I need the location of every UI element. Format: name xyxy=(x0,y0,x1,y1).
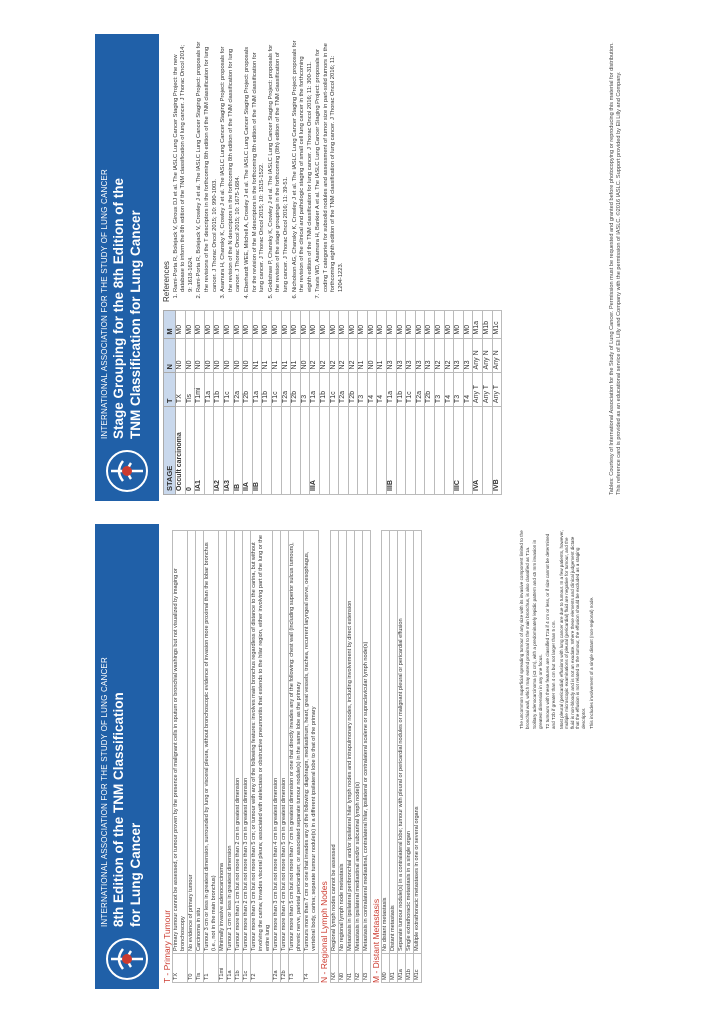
stage-cell: IA2 xyxy=(214,407,224,495)
category-description: Tumour more than 5 cm but not more than 7 cm in greatest dimension or one that directly invades any of the following: chest wall (including superior sulcus tumours), phrenic nerve, parietal pericardium; or associated separate tumour nodule(s) in the same lobe as the primary xyxy=(289,531,304,954)
reference-item: 5. Goldstraw P, Chansky K, Crowley J et al. The IASLC Lung Cancer Staging Project: proposals for the revision of the stage groupings in the forthcoming (8th) edition of the TNM classification of lung cancer. J Thorac Oncol 2016; 11: 39-51. xyxy=(268,40,291,292)
stage-cell: N3 xyxy=(463,338,473,373)
category-code: T1b xyxy=(235,954,243,983)
table-row xyxy=(219,531,227,983)
stage-cell: N2 xyxy=(339,338,349,373)
stage-cell: N2 xyxy=(310,338,320,373)
footnote: Solitary adenocarcinoma (≤3 cm), with a predominately lepidic pattern and ≤5 mm invasion in greatest dimension in any one focus. xyxy=(532,539,543,729)
footnote: The uncommon superficial spreading tumour of any size with its invasive component limited to the bronchial wall, which may extend proximal to the main bronchus, is also classified as T1a. xyxy=(519,530,530,729)
stage-row xyxy=(233,311,243,495)
stage-cell: T1c xyxy=(329,373,339,407)
stage-cell: N2 xyxy=(348,338,358,373)
table-row xyxy=(173,531,188,983)
category-code: T0 xyxy=(188,954,196,983)
stage-grouping-page xyxy=(95,34,627,501)
stage-cell: T4 xyxy=(377,373,387,407)
table-row xyxy=(243,531,251,983)
stage-cell: T1b xyxy=(319,373,329,407)
table-row xyxy=(304,531,319,983)
stage-cell xyxy=(367,407,377,495)
category-description: No distant metastasis xyxy=(382,531,390,954)
category-code: M1 xyxy=(390,954,398,983)
table-row xyxy=(398,531,406,983)
table-row xyxy=(346,531,354,983)
stage-row xyxy=(415,311,425,495)
table-row xyxy=(188,531,196,983)
stage-cell: N3 xyxy=(454,338,464,373)
n-table xyxy=(330,530,371,983)
reference-list xyxy=(173,40,346,302)
references xyxy=(163,40,502,302)
stage-cell: N3 xyxy=(396,338,406,373)
stage-header: STAGE xyxy=(164,407,176,495)
stage-cell: M1c xyxy=(492,311,502,339)
stage-row xyxy=(367,311,377,495)
category-description: Metastasis in contralateral mediastinal, contralateral hilar, ipsilateral or contralateral scalene or supraclavicular lymph node(s) xyxy=(362,531,370,954)
right-title-line2: TNM Classification for Lung Cancer xyxy=(128,210,143,439)
stage-cell: T1b xyxy=(396,373,406,407)
table-row xyxy=(338,531,346,983)
stage-table xyxy=(163,310,502,495)
stage-row xyxy=(435,311,445,495)
stage-cell: M0 xyxy=(339,311,349,339)
stage-cell: M0 xyxy=(444,311,454,339)
table-row xyxy=(414,531,422,983)
stage-row xyxy=(358,311,368,495)
stage-cell: T1mi xyxy=(195,373,205,407)
category-code: T1mi xyxy=(219,954,227,983)
stage-cell xyxy=(271,407,281,495)
category-description: Regional lymph nodes cannot be assessed xyxy=(330,531,338,954)
iaslc-logo-icon xyxy=(103,935,151,983)
stage-cell xyxy=(339,407,349,495)
stage-cell: Any N xyxy=(483,338,493,373)
stage-cell: M0 xyxy=(396,311,406,339)
stage-cell: M0 xyxy=(454,311,464,339)
stage-row xyxy=(252,311,262,495)
table-row xyxy=(196,531,204,983)
stage-cell: N0 xyxy=(204,338,214,373)
stage-cell: T3 xyxy=(300,373,310,407)
stage-row xyxy=(281,311,291,495)
stage-cell: N1 xyxy=(271,338,281,373)
stage-cell: T4 xyxy=(367,373,377,407)
table-row xyxy=(204,531,219,983)
stage-cell: N0 xyxy=(176,338,186,373)
category-code: NX xyxy=(330,954,338,983)
stage-cell: M0 xyxy=(310,311,320,339)
stage-cell: N0 xyxy=(243,338,253,373)
stage-cell: Any N xyxy=(473,338,483,373)
stage-row xyxy=(377,311,387,495)
stage-cell: M0 xyxy=(415,311,425,339)
category-code: Tis xyxy=(196,954,204,983)
table-row xyxy=(227,531,235,983)
table-row xyxy=(390,531,398,983)
references-heading: References xyxy=(162,261,171,302)
stage-cell: M0 xyxy=(281,311,291,339)
stage-row xyxy=(262,311,272,495)
footer-permission: Tables: Courtesy of International Association for the Study of Lung Cancer. Permission must be requested and granted before photocopying or reproducing this material for distribution. xyxy=(609,42,615,495)
stage-row xyxy=(454,311,464,495)
table-row xyxy=(362,531,370,983)
stage-cell xyxy=(415,407,425,495)
association-name: INTERNATIONAL ASSOCIATION FOR THE STUDY OF LUNG CANCER xyxy=(100,657,109,927)
stage-cell: M0 xyxy=(271,311,281,339)
footer-sponsor: This reference card is provided as an educational service of Eli Lilly and Company with the permission of IASLC. ©2016 IASLC. Support provided by Eli Lilly and Company. xyxy=(616,71,622,495)
stage-row xyxy=(396,311,406,495)
stage-cell: T2a xyxy=(233,373,243,407)
t-heading: T - Primary Tumour xyxy=(162,909,172,983)
category-description: No evidence of primary tumour xyxy=(188,531,196,954)
category-description: Tumour more than 4 cm but not more than 5 cm in greatest dimension xyxy=(281,531,289,954)
stage-row xyxy=(214,311,224,495)
stage-header: T xyxy=(164,373,176,407)
stage-row xyxy=(348,311,358,495)
left-title-line2: for Lung Cancer xyxy=(128,822,143,927)
category-code: T2b xyxy=(281,954,289,983)
category-code: N3 xyxy=(362,954,370,983)
stage-cell: IVA xyxy=(473,407,483,495)
stage-cell: N0 xyxy=(233,338,243,373)
stage-row xyxy=(300,311,310,495)
stage-cell xyxy=(483,407,493,495)
table-row xyxy=(382,531,390,983)
stage-cell: N2 xyxy=(435,338,445,373)
stage-row xyxy=(463,311,473,495)
stage-cell: M0 xyxy=(348,311,358,339)
stage-cell: M1a xyxy=(473,311,483,339)
stage-cell: IA1 xyxy=(195,407,205,495)
stage-header: N xyxy=(164,338,176,373)
table-row xyxy=(330,531,338,983)
reference-item: 1. Rami-Porta R, Bolejack V, Giroux DJ et al. The IASLC Lung Cancer Staging Project: the new database to inform the 8th edition of the TNM classification of lung cancer. J Thorac Oncol 2014; 9: 1618-1624. xyxy=(173,40,196,292)
stage-cell: Any T xyxy=(492,373,502,407)
stage-cell: M0 xyxy=(300,311,310,339)
category-description: Single extrathoracic metastasis in a single organ xyxy=(406,531,414,954)
stage-cell: M0 xyxy=(387,311,397,339)
stage-cell: T1a xyxy=(310,373,320,407)
stage-row xyxy=(204,311,214,495)
category-code: T1a xyxy=(227,954,235,983)
stage-row xyxy=(271,311,281,495)
category-description: Minimally invasive adenocarcinoma xyxy=(219,531,227,954)
stage-cell: M0 xyxy=(377,311,387,339)
stage-cell: N0 xyxy=(300,338,310,373)
stage-cell: M0 xyxy=(195,311,205,339)
stage-cell xyxy=(396,407,406,495)
stage-row xyxy=(319,311,329,495)
stage-row xyxy=(291,311,301,495)
stage-cell: T2b xyxy=(291,373,301,407)
stage-cell: N3 xyxy=(387,338,397,373)
stage-row xyxy=(473,311,483,495)
stage-cell: N3 xyxy=(415,338,425,373)
category-description: No regional lymph node metastasis xyxy=(338,531,346,954)
stage-row xyxy=(176,311,186,495)
stage-cell: T1a xyxy=(252,373,262,407)
footnote: This includes involvement of a single distant (non-regional) node. xyxy=(588,596,594,729)
category-description: Tumour more than 3 cm but not more than 5 cm; or tumour with any of the following features: involves main bronchus regardless of distance to the carina, but without involving the carina; invades visceral pleura; associated with atelectasis or obstructive pneumonitis that extends to the hilar region, either involving part of the lung or the entire lung xyxy=(251,531,273,954)
stage-row xyxy=(310,311,320,495)
stage-row xyxy=(223,311,233,495)
stage-cell xyxy=(329,407,339,495)
stage-cell: M0 xyxy=(425,311,435,339)
category-code: N0 xyxy=(338,954,346,983)
stage-cell: M0 xyxy=(435,311,445,339)
stage-cell: T2b xyxy=(243,373,253,407)
stage-cell: T1c xyxy=(223,373,233,407)
stage-cell: N0 xyxy=(195,338,205,373)
stage-row xyxy=(339,311,349,495)
association-name: INTERNATIONAL ASSOCIATION FOR THE STUDY OF LUNG CANCER xyxy=(100,169,109,439)
table-row xyxy=(289,531,304,983)
stage-cell: M0 xyxy=(329,311,339,339)
stage-cell: M0 xyxy=(406,311,416,339)
stage-cell: M0 xyxy=(204,311,214,339)
stage-cell: M0 xyxy=(214,311,224,339)
stage-cell: M0 xyxy=(252,311,262,339)
stage-cell xyxy=(358,407,368,495)
stage-cell: T2a xyxy=(339,373,349,407)
stage-cell: N1 xyxy=(252,338,262,373)
category-description: Distant metastasis xyxy=(390,531,398,954)
stage-row xyxy=(444,311,454,495)
category-code: M1c xyxy=(414,954,422,983)
stage-row xyxy=(492,311,502,495)
reference-item: 3. Asamura H, Chansky K, Crowley J et al. The IASLC Lung Cancer Staging Project: proposals for the revision of the N descriptors in the forthcoming 8th edition of the TNM classification for lung cancer. J Thorac Oncol 2015; 10: 1675-1684. xyxy=(220,40,243,292)
stage-cell: Any T xyxy=(483,373,493,407)
footnote: Most pleural (pericardial) effusions with lung cancer are due to tumour. In a few patients, however, multiple microscopic examinations of pleural (pericardial) fluid are negative for tumour, and the fluid is non-bloody and is not an exudate. Where these elements and clinical judgement dictate that the effusion is not related to the tumour, the effusion should be excluded as a staging descriptor. xyxy=(558,530,586,729)
stage-cell: IVB xyxy=(492,407,502,495)
category-description: Tumour 3 cm or less in greatest dimension, surrounded by lung or visceral pleura, without bronchoscopic evidence of invasion more proximal than the lobar bronchus (i.e., not in the main bronchus) xyxy=(204,531,219,954)
category-code: N2 xyxy=(354,954,362,983)
category-code: TX xyxy=(173,954,188,983)
tnm-classification-page xyxy=(95,524,627,989)
stage-cell: T1a xyxy=(387,373,397,407)
right-title-line1: Stage Grouping for the 8th Edition of the xyxy=(111,178,126,439)
stage-cell xyxy=(377,407,387,495)
stage-cell: IIIA xyxy=(310,407,320,495)
stage-cell xyxy=(291,407,301,495)
stage-cell: Tis xyxy=(185,373,195,407)
category-description: Metastasis in ipsilateral peribronchial and/or ipsilateral hilar lymph nodes and intrapulmonary nodes, including involvement by direct extension xyxy=(346,531,354,954)
stage-cell xyxy=(425,407,435,495)
stage-cell: IIIB xyxy=(387,407,397,495)
table-row xyxy=(251,531,273,983)
category-code: M1a xyxy=(398,954,406,983)
stage-cell: M0 xyxy=(262,311,272,339)
reference-item: 6. Nicholson AG, Chansky K, Crowley J et al. The IASLC Lung Cancer Staging Project: proposals for the revision of the clinical and pathologic staging of small cell lung cancer in the forthcoming eighth edition of the TNM classification for lung cancer. J Thorac Oncol 2016; 11: 300-311. xyxy=(292,40,315,292)
stage-cell xyxy=(435,407,445,495)
reference-item: 4. Eberhardt WEE, Mitchell A, Crowley J et al. The IASLC Lung Cancer Staging Project: proposals for the revision of the M descriptors in the forthcoming 8th edition of the TNM classification for lung cancer. J Thorac Oncol 2015; 10: 1515-1522. xyxy=(244,40,267,292)
stage-cell: IA3 xyxy=(223,407,233,495)
table-row xyxy=(354,531,362,983)
footnote: T2 tumours with these features are classified T2a if 4 cm or less, or if size cannot be determined and T2b if greater than 4 cm but not larger than 5 cm. xyxy=(545,533,556,729)
stage-cell xyxy=(348,407,358,495)
category-code: M0 xyxy=(382,954,390,983)
reference-item: 7. Travis WD, Asamura H, Bankier A et al. The IASLC Lung Cancer Staging Project: proposals for coding T categories for subsolid nodules and assessment of tumor size in part-solid tumors in the forthcoming eighth edition of the TNM classification of lung cancer. J Thorac Oncol 2016; 11: 1204-1223. xyxy=(315,40,345,292)
category-code: M1b xyxy=(406,954,414,983)
stage-cell xyxy=(281,407,291,495)
stage-cell: T3 xyxy=(435,373,445,407)
stage-row xyxy=(387,311,397,495)
footnotes xyxy=(519,530,596,729)
stage-cell: M0 xyxy=(185,311,195,339)
category-code: N1 xyxy=(346,954,354,983)
stage-cell: M0 xyxy=(319,311,329,339)
stage-cell: T4 xyxy=(463,373,473,407)
stage-cell xyxy=(262,407,272,495)
stage-cell: N2 xyxy=(444,338,454,373)
stage-cell: T3 xyxy=(454,373,464,407)
category-code: T4 xyxy=(304,954,319,983)
stage-cell: N1 xyxy=(358,338,368,373)
stage-cell: T1a xyxy=(204,373,214,407)
stage-cell: 0 xyxy=(185,407,195,495)
stage-cell: N3 xyxy=(425,338,435,373)
stage-row xyxy=(195,311,205,495)
stage-cell: T1b xyxy=(214,373,224,407)
category-description: Tumours more than 7 cm or one that invades any of the following: diaphragm, mediastinum, heart, great vessels, trachea, recurrent laryngeal nerve, oesophagus, vertebral body, carina; separate tumour nodule(s) in a different ipsilateral lobe to that of the primary xyxy=(304,531,319,954)
stage-row xyxy=(425,311,435,495)
stage-cell: IIIC xyxy=(454,407,464,495)
stage-cell: M0 xyxy=(223,311,233,339)
stage-cell: M0 xyxy=(176,311,186,339)
category-description: Primary tumour cannot be assessed, or tumour proven by the presence of malignant cells in sputum or bronchial washings but not visualized by imaging or bronchoscopy xyxy=(173,531,188,954)
stage-cell: IIB xyxy=(252,407,262,495)
category-code: T1c xyxy=(243,954,251,983)
left-title-line1: 8th Edition of the TNM Classification xyxy=(111,692,126,927)
stage-cell: N0 xyxy=(185,338,195,373)
category-code: T1 xyxy=(204,954,219,983)
category-description: Carcinoma in situ xyxy=(196,531,204,954)
stage-row xyxy=(185,311,195,495)
stage-cell: Any N xyxy=(492,338,502,373)
footer xyxy=(609,40,623,495)
stage-cell: N0 xyxy=(223,338,233,373)
stage-cell: N3 xyxy=(406,338,416,373)
stage-cell: N1 xyxy=(291,338,301,373)
stage-cell: M0 xyxy=(243,311,253,339)
table-row xyxy=(273,531,281,983)
category-code: T2 xyxy=(251,954,273,983)
stage-cell: T1c xyxy=(271,373,281,407)
category-description: Tumour more than 2 cm but not more than 3 cm in greatest dimension xyxy=(243,531,251,954)
stage-cell xyxy=(300,407,310,495)
stage-cell: T2a xyxy=(281,373,291,407)
stage-cell: T1c xyxy=(406,373,416,407)
stage-cell: T2a xyxy=(415,373,425,407)
stage-cell: IB xyxy=(233,407,243,495)
stage-cell: N0 xyxy=(367,338,377,373)
category-description: Tumour more than 3 cm but not more than 4 cm in greatest dimension xyxy=(273,531,281,954)
iaslc-logo-icon xyxy=(103,447,151,495)
stage-cell: M0 xyxy=(291,311,301,339)
stage-cell: M0 xyxy=(463,311,473,339)
stage-row xyxy=(483,311,493,495)
category-description: Multiple extrathoracic metastases in one or several organs xyxy=(414,531,422,954)
m-heading: M - Distant Metastasis xyxy=(370,898,381,983)
left-banner xyxy=(95,524,159,989)
stage-cell: M0 xyxy=(358,311,368,339)
stage-cell: N1 xyxy=(262,338,272,373)
table-row xyxy=(406,531,414,983)
stage-cell: T2b xyxy=(425,373,435,407)
category-code: T3 xyxy=(289,954,304,983)
stage-cell: N2 xyxy=(329,338,339,373)
stage-cell: Any T xyxy=(473,373,483,407)
stage-cell: N2 xyxy=(319,338,329,373)
category-description: Separate tumour nodule(s) in a contralateral lobe; tumour with pleural or pericardial nodules or malignant pleural or pericardial effusion xyxy=(398,531,406,954)
stage-row xyxy=(406,311,416,495)
stage-row xyxy=(243,311,253,495)
stage-cell xyxy=(319,407,329,495)
stage-cell xyxy=(444,407,454,495)
stage-cell: IIA xyxy=(243,407,253,495)
category-description: Tumour 1 cm or less in greatest dimension xyxy=(227,531,235,954)
stage-cell xyxy=(406,407,416,495)
stage-cell: T2b xyxy=(348,373,358,407)
category-description: Metastasis in ipsilateral mediastinal and/or subcarinal lymph node(s) xyxy=(354,531,362,954)
stage-cell: N0 xyxy=(214,338,224,373)
stage-row xyxy=(329,311,339,495)
t-table xyxy=(172,530,319,983)
stage-cell: Occult carcinoma xyxy=(176,407,186,495)
stage-header: M xyxy=(164,311,176,339)
stage-cell: M0 xyxy=(367,311,377,339)
table-row xyxy=(281,531,289,983)
stage-cell xyxy=(463,407,473,495)
stage-cell: T3 xyxy=(358,373,368,407)
stage-cell: T1b xyxy=(262,373,272,407)
n-heading: N - Regional Lymph Nodes xyxy=(319,881,330,983)
stage-cell: N1 xyxy=(281,338,291,373)
right-banner xyxy=(95,34,159,501)
reference-item: 2. Rami-Porta R, Bolejack V, Crowley J et al. The IASLC Lung Cancer Staging Project: proposals for the revisions of the T descriptors in the forthcoming 8th edition of the TNM classification for lung cancer. J Thorac Oncol 2015; 10: 990-1003. xyxy=(196,40,219,292)
stage-cell xyxy=(204,407,214,495)
stage-cell: N1 xyxy=(377,338,387,373)
stage-cell: TX xyxy=(176,373,186,407)
category-description: Tumour more than 1 cm but not more than 2 cm in greatest dimension xyxy=(235,531,243,954)
table-row xyxy=(235,531,243,983)
m-table xyxy=(381,530,422,983)
stage-cell: M0 xyxy=(233,311,243,339)
stage-cell: M1b xyxy=(483,311,493,339)
category-code: T2a xyxy=(273,954,281,983)
stage-cell: T4 xyxy=(444,373,454,407)
